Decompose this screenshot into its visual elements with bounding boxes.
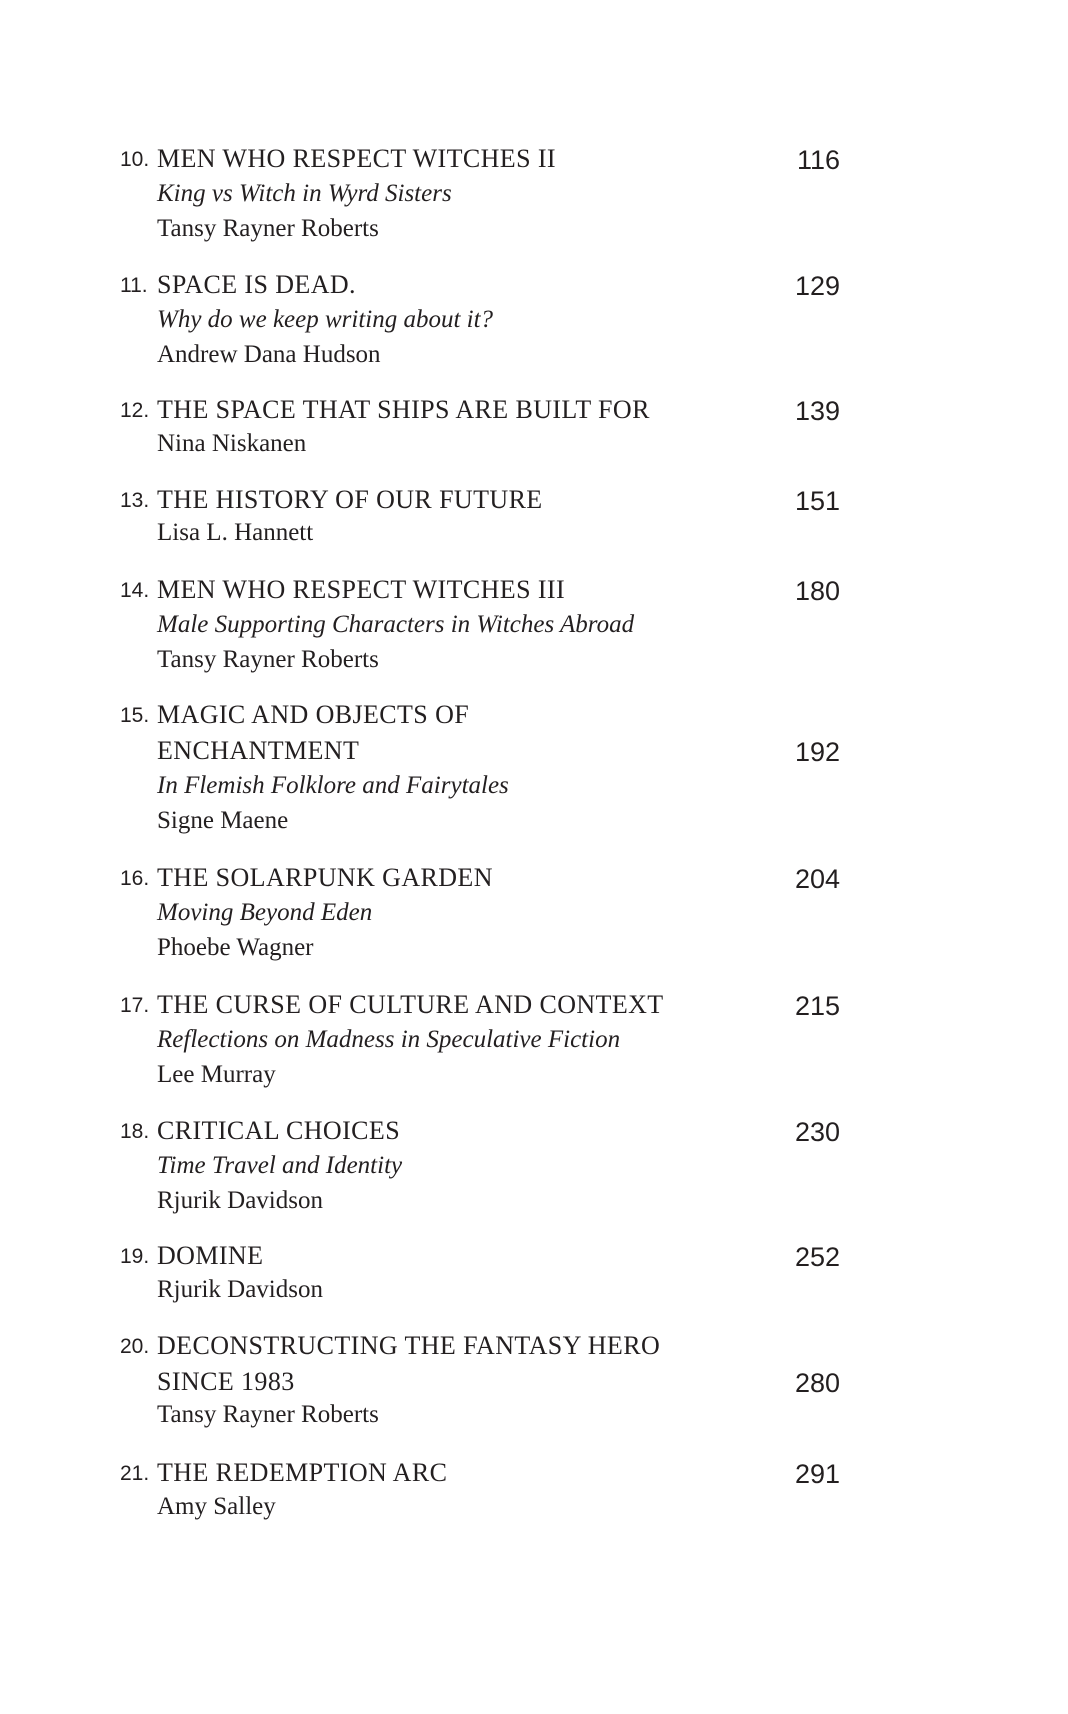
entry-subtitle: King vs Witch in Wyrd Sisters bbox=[157, 180, 452, 207]
entry-text bbox=[157, 572, 717, 678]
entry-title: THE SOLARPUNK GARDEN bbox=[157, 863, 493, 892]
entry-subtitle: Reflections on Madness in Speculative Fiction bbox=[157, 1026, 621, 1053]
entry-text bbox=[157, 987, 717, 1093]
entry-number: 19. bbox=[120, 1245, 150, 1268]
entry-text bbox=[157, 267, 717, 373]
entry-number: 16. bbox=[120, 867, 150, 890]
entry-author: Tansy Rayner Roberts bbox=[157, 1401, 379, 1428]
entry-page-number: 204 bbox=[794, 864, 840, 894]
entry-text bbox=[157, 482, 717, 548]
entry-page-number: 280 bbox=[794, 1368, 840, 1398]
entry-text bbox=[157, 1455, 717, 1523]
entry-author: Signe Maene bbox=[157, 807, 289, 834]
entry-text bbox=[157, 1113, 717, 1219]
entry-author: Rjurik Davidson bbox=[157, 1187, 323, 1214]
entry-author: Amy Salley bbox=[157, 1493, 276, 1520]
entry-text bbox=[157, 392, 717, 460]
entry-subtitle: In Flemish Folklore and Fairytales bbox=[157, 772, 509, 799]
entry-author: Andrew Dana Hudson bbox=[157, 341, 381, 368]
entry-title: THE CURSE OF CULTURE AND CONTEXT bbox=[157, 990, 664, 1019]
entry-title: CRITICAL CHOICES bbox=[157, 1116, 401, 1145]
entry-page-number: 192 bbox=[794, 737, 840, 767]
entry-title: THE REDEMPTION ARC bbox=[157, 1458, 448, 1487]
entry-number: 14. bbox=[120, 579, 150, 602]
entry-title: THE HISTORY OF OUR FUTURE bbox=[157, 485, 543, 514]
entry-author: Phoebe Wagner bbox=[157, 934, 314, 961]
entry-page-number: 230 bbox=[794, 1117, 840, 1147]
entry-page-number: 139 bbox=[794, 396, 840, 426]
entry-number: 20. bbox=[120, 1335, 150, 1358]
entry-number: 18. bbox=[120, 1120, 150, 1143]
entry-title: DOMINE bbox=[157, 1241, 264, 1270]
entry-subtitle: Male Supporting Characters in Witches Abroad bbox=[157, 611, 635, 638]
entry-title: THE SPACE THAT SHIPS ARE BUILT FOR bbox=[157, 395, 650, 424]
entry-number: 12. bbox=[120, 399, 150, 422]
entry-number: 21. bbox=[120, 1462, 150, 1485]
entry-author: Nina Niskanen bbox=[157, 430, 307, 457]
entry-title: MEN WHO RESPECT WITCHES II bbox=[157, 144, 556, 173]
entry-page-number: 215 bbox=[794, 991, 840, 1021]
entry-page-number: 129 bbox=[794, 271, 840, 301]
entry-number: 10. bbox=[120, 148, 150, 171]
entry-text bbox=[157, 697, 717, 839]
entry-number: 11. bbox=[120, 274, 148, 297]
entry-number: 13. bbox=[120, 489, 150, 512]
entry-author: Tansy Rayner Roberts bbox=[157, 646, 379, 673]
entry-number: 15. bbox=[120, 704, 150, 727]
entry-page-number: 252 bbox=[794, 1242, 840, 1272]
entry-subtitle: Why do we keep writing about it? bbox=[157, 306, 494, 333]
entry-page-number: 180 bbox=[794, 576, 840, 606]
entry-author: Lisa L. Hannett bbox=[157, 519, 314, 546]
entry-number: 17. bbox=[120, 994, 150, 1017]
entry-subtitle: Moving Beyond Eden bbox=[157, 899, 373, 926]
entry-text bbox=[157, 1328, 717, 1430]
entry-author: Lee Murray bbox=[157, 1061, 276, 1088]
entry-title-continued: ENCHANTMENT bbox=[157, 736, 360, 765]
entry-title-continued: SINCE 1983 bbox=[157, 1367, 295, 1396]
entry-text bbox=[157, 141, 717, 247]
entry-title: MAGIC AND OBJECTS OF bbox=[157, 700, 470, 729]
entry-text bbox=[157, 1238, 717, 1306]
entry-author: Rjurik Davidson bbox=[157, 1276, 323, 1303]
entry-author: Tansy Rayner Roberts bbox=[157, 215, 379, 242]
entry-title: SPACE IS DEAD. bbox=[157, 270, 356, 299]
entry-subtitle: Time Travel and Identity bbox=[157, 1152, 403, 1179]
entry-page-number: 116 bbox=[796, 145, 840, 175]
entry-text bbox=[157, 860, 717, 966]
entry-title: MEN WHO RESPECT WITCHES III bbox=[157, 575, 566, 604]
entry-page-number: 151 bbox=[794, 486, 840, 516]
entry-page-number: 291 bbox=[794, 1459, 840, 1489]
entry-title: DECONSTRUCTING THE FANTASY HERO bbox=[157, 1331, 661, 1360]
